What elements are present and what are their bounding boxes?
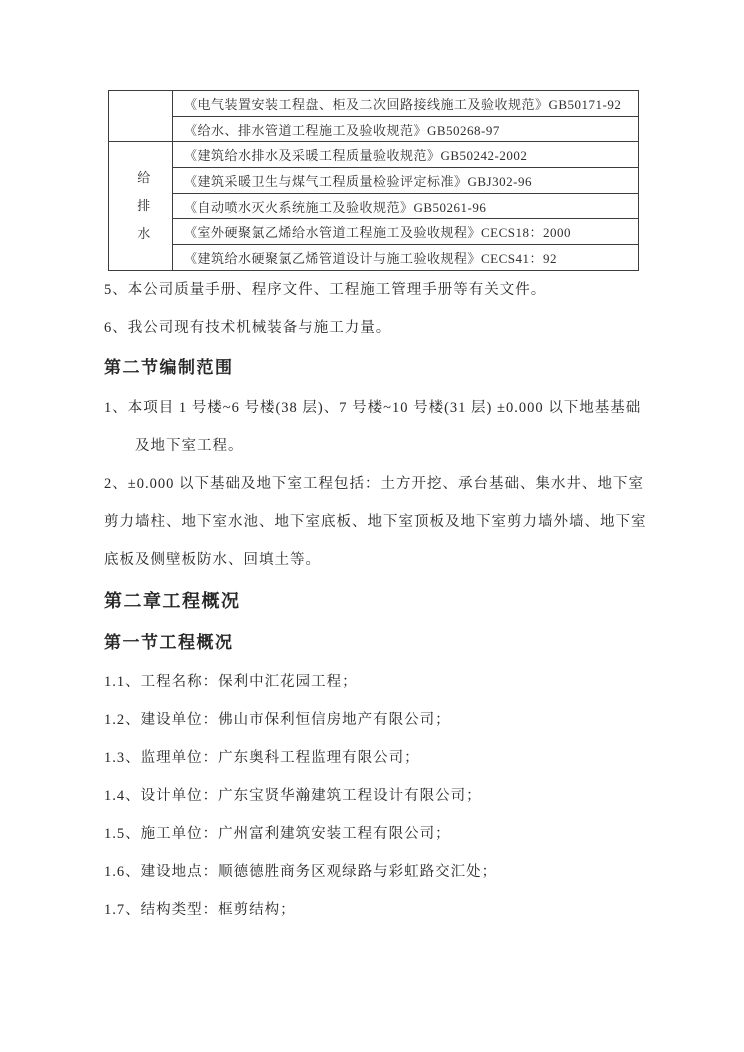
section-heading-compilation-scope: 第二节编制范围 <box>104 357 234 377</box>
vertical-label-char: 给 <box>137 170 151 186</box>
scope-item-2-line-2: 剪力墙柱、地下室水池、地下室底板、地下室顶板及地下室剪力墙外墙、地下室 <box>104 513 647 530</box>
table-cell-standard: 《电气装置安装工程盘、柜及二次回路接线施工及验收规范》GB50171-92 <box>173 91 639 117</box>
table-cell-standard: 《给水、排水管道工程施工及验收规范》GB50268-97 <box>173 116 639 142</box>
overview-item-contractor: 1.5、施工单位：广州富利建筑安装工程有限公司； <box>104 825 451 842</box>
table-row <box>109 91 639 117</box>
table-cell-standard: 《室外硬聚氯乙烯给水管道工程施工及验收规程》CECS18：2000 <box>173 219 639 245</box>
overview-item-supervisor: 1.3、监理单位：广东奥科工程监理有限公司； <box>104 749 420 766</box>
vertical-label-char: 水 <box>137 226 151 242</box>
overview-item-project-name: 1.1、工程名称：保利中汇花园工程； <box>104 673 358 690</box>
vertical-label-char: 排 <box>137 198 151 214</box>
scope-item-1-line-2: 及地下室工程。 <box>135 437 244 454</box>
overview-item-location: 1.6、建设地点：顺德德胜商务区观绿路与彩虹路交汇处； <box>104 863 498 880</box>
table-row <box>109 116 639 142</box>
scope-item-1-line-1: 1、本项目 1 号楼~6 号楼(38 层)、7 号楼~10 号楼(31 层) ±0.000 以下地基基础 <box>104 399 642 416</box>
overview-item-structure-type: 1.7、结构类型：框剪结构； <box>104 901 296 918</box>
table-row <box>109 219 639 245</box>
standards-table <box>108 90 639 271</box>
table-row <box>109 193 639 219</box>
list-item-6: 6、我公司现有技术机械装备与施工力量。 <box>104 319 392 336</box>
table-row <box>109 245 639 271</box>
table-group-label-empty <box>109 91 173 142</box>
table-cell-standard: 《建筑给水硬聚氯乙烯管道设计与施工验收规程》CECS41：92 <box>173 245 639 271</box>
chapter-heading-project-overview: 第二章工程概况 <box>104 590 241 611</box>
overview-item-designer: 1.4、设计单位：广东宝贤华瀚建筑工程设计有限公司； <box>104 787 482 804</box>
table-row <box>109 168 639 194</box>
section-heading-project-overview: 第一节工程概况 <box>104 632 234 652</box>
table-group-label-plumbing <box>109 142 173 270</box>
table-row <box>109 142 639 168</box>
scope-item-2-line-1: 2、±0.000 以下基础及地下室工程包括：土方开挖、承台基础、集水井、地下室 <box>104 475 644 492</box>
table-cell-standard: 《建筑采暖卫生与煤气工程质量检验评定标准》GBJ302-96 <box>173 168 639 194</box>
table-cell-standard: 《建筑给水排水及采暖工程质量验收规范》GB50242-2002 <box>173 142 639 168</box>
overview-item-owner: 1.2、建设单位：佛山市保利恒信房地产有限公司； <box>104 711 451 728</box>
scope-item-2-line-3: 底板及侧壁板防水、回填土等。 <box>104 551 321 568</box>
list-item-5: 5、本公司质量手册、程序文件、工程施工管理手册等有关文件。 <box>104 281 547 298</box>
table-cell-standard: 《自动喷水灭火系统施工及验收规范》GB50261-96 <box>173 193 639 219</box>
document-content <box>104 0 647 929</box>
